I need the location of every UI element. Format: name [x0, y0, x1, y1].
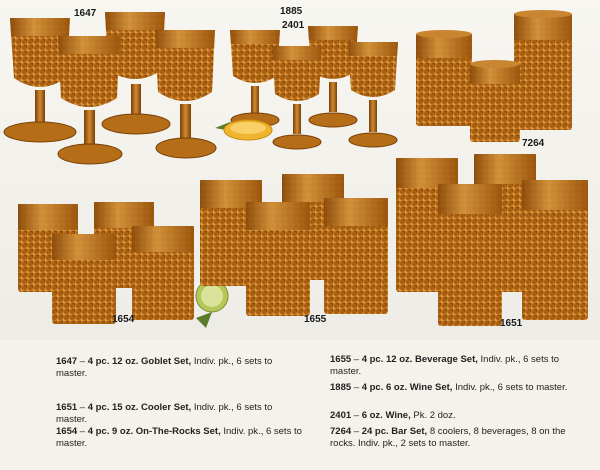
caption-7264: 7264 – 24 pc. Bar Set, 8 coolers, 8 beverages, 8 on the rocks. Indiv. pk., 2 sets to master. — [330, 426, 566, 449]
caption-detail: Indiv. pk., 6 sets to master. — [56, 426, 302, 449]
item-number-1647: 1647 — [74, 8, 97, 19]
lime-slice — [196, 280, 228, 328]
caption-name: 4 pc. 12 oz. Beverage Set, — [361, 354, 478, 365]
item-number-2401: 2401 — [282, 20, 305, 31]
caption-name: 4 pc. 9 oz. On-The-Rocks Set, — [87, 426, 221, 437]
lemon-slice — [215, 120, 272, 140]
caption-detail: Pk. 2 doz. — [413, 410, 456, 421]
goblet — [58, 36, 122, 164]
caption-code: 1655 — [330, 354, 352, 365]
cooler-set-1651 — [396, 154, 588, 326]
caption-detail: Indiv. pk., 6 sets to master. — [330, 354, 560, 377]
caption-1651: 1651 – 4 pc. 15 oz. Cooler Set, Indiv. pk., 6 sets to master. — [56, 402, 273, 425]
caption-detail: Indiv. pk., 6 sets to master. — [56, 356, 273, 379]
tumbler — [514, 10, 572, 130]
rocks-glass — [132, 226, 194, 320]
cooler-glass — [438, 184, 502, 326]
item-number-1885: 1885 — [280, 6, 303, 17]
caption-2401: 2401 – 6 oz. Wine, Pk. 2 doz. — [330, 410, 456, 421]
caption-1647: 1647 – 4 pc. 12 oz. Goblet Set, Indiv. pk., 6 sets to master. — [56, 356, 273, 379]
beverage-glass — [324, 198, 388, 314]
rocks-set-1654 — [18, 202, 228, 328]
wine-glass — [348, 42, 398, 147]
caption-name: 24 pc. Bar Set, — [361, 426, 428, 437]
caption-code: 1647 — [56, 356, 78, 367]
caption-name: 4 pc. 6 oz. Wine Set, — [361, 382, 453, 393]
caption-code: 7264 — [330, 426, 352, 437]
caption-area — [0, 340, 600, 470]
caption-code: 2401 — [330, 410, 352, 421]
caption-code: 1654 — [56, 426, 78, 437]
caption-code: 1885 — [330, 382, 352, 393]
caption-1654: 1654 – 4 pc. 9 oz. On-The-Rocks Set, Indiv. pk., 6 sets to master. — [56, 426, 302, 449]
caption-detail: 8 coolers, 8 beverages, 8 on the rocks. Indiv. pk., 2 sets to master. — [330, 426, 566, 449]
item-number-1654: 1654 — [112, 314, 135, 325]
caption-1885: 1885 – 4 pc. 6 oz. Wine Set, Indiv. pk., 6 sets to master. — [330, 382, 568, 393]
caption-name: 4 pc. 12 oz. Goblet Set, — [87, 356, 192, 367]
caption-name: 4 pc. 15 oz. Cooler Set, — [87, 402, 192, 413]
bar-set-7264 — [416, 10, 572, 142]
item-number-7264: 7264 — [522, 138, 545, 149]
wine-glass — [272, 46, 322, 149]
item-number-1651: 1651 — [500, 318, 523, 329]
rocks-glass — [52, 234, 116, 324]
wine-glass — [230, 30, 280, 127]
goblet — [155, 30, 216, 158]
caption-name: 6 oz. Wine, — [361, 410, 411, 421]
caption-1655: 1655 – 4 pc. 12 oz. Beverage Set, Indiv. pk., 6 sets to master. — [330, 354, 560, 377]
caption-detail: Indiv. pk., 6 sets to master. — [56, 402, 273, 425]
caption-detail: Indiv. pk., 6 sets to master. — [455, 382, 568, 393]
item-number-1655: 1655 — [304, 314, 327, 325]
tumbler — [470, 60, 520, 142]
tumbler — [416, 30, 472, 126]
wine-set-1885 — [215, 26, 398, 149]
cooler-glass — [522, 180, 588, 320]
goblet-set-1647 — [4, 12, 216, 164]
caption-code: 1651 — [56, 402, 78, 413]
beverage-glass — [246, 202, 310, 316]
